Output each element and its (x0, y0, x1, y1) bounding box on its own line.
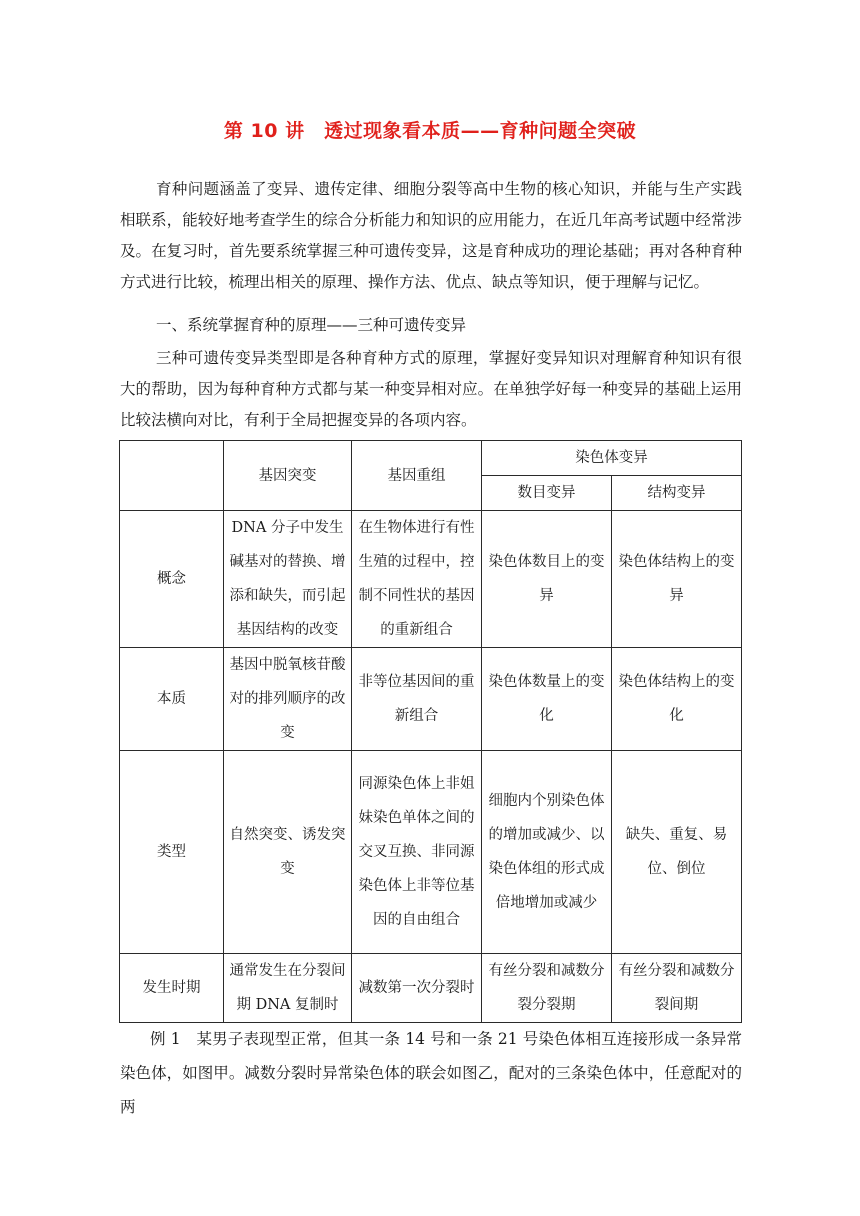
row-label: 类型 (120, 751, 224, 954)
lesson-title: 第 10 讲 透过现象看本质——育种问题全突破 (223, 120, 637, 142)
variation-comparison-table (119, 440, 742, 1023)
table-cell: 染色体数量上的变化 (482, 648, 612, 751)
section-paragraph: 三种可遗传变异类型即是各种育种方式的原理，掌握好变异知识对理解育种知识有很大的帮助，因为每种育种方式都与某一种变异相对应。在单独学好每一种变异的基础上运用比较法横向对比，有利于全局把握变异的各项内容。 (120, 349, 742, 429)
table-cell: 自然突变、诱发突变 (224, 751, 352, 954)
header-structure-variation: 结构变异 (612, 476, 742, 511)
table-cell: 基因中脱氧核苷酸对的排列顺序的改变 (224, 648, 352, 751)
table-row (120, 648, 742, 751)
table-cell: 染色体结构上的变异 (612, 511, 742, 648)
row-label: 发生时期 (120, 954, 224, 1023)
table-cell: 染色体数目上的变异 (482, 511, 612, 648)
table-cell: 有丝分裂和减数分裂分裂期 (482, 954, 612, 1023)
header-gene-recombination: 基因重组 (352, 441, 482, 511)
table-cell: 有丝分裂和减数分裂间期 (612, 954, 742, 1023)
table-cell: 在生物体进行有性生殖的过程中，控制不同性状的基因的重新组合 (352, 511, 482, 648)
header-gene-mutation: 基因突变 (224, 441, 352, 511)
header-blank-cell (120, 441, 224, 511)
table-row (120, 511, 742, 648)
table-cell: 非等位基因间的重新组合 (352, 648, 482, 751)
table-cell: DNA 分子中发生碱基对的替换、增添和缺失，而引起基因结构的改变 (224, 511, 352, 648)
table-cell: 染色体结构上的变化 (612, 648, 742, 751)
row-label: 概念 (120, 511, 224, 648)
table-cell: 减数第一次分裂时 (352, 954, 482, 1023)
example-paragraph: 例 1 某男子表现型正常，但其一条 14 号和一条 21 号染色体相互连接形成一条异常染色体，如图甲。减数分裂时异常染色体的联会如图乙，配对的三条染色体中，任意配对的两 (120, 1030, 742, 1116)
header-number-variation: 数目变异 (482, 476, 612, 511)
table-row (120, 751, 742, 954)
table-cell: 同源染色体上非姐妹染色单体之间的交叉互换、非同源染色体上非等位基因的自由组合 (352, 751, 482, 954)
section-heading: 一、系统掌握育种的原理——三种可遗传变异 (156, 316, 467, 334)
table-header-row (120, 441, 742, 476)
row-label: 本质 (120, 648, 224, 751)
table-cell: 通常发生在分裂间期 DNA 复制时 (224, 954, 352, 1023)
table-row (120, 954, 742, 1023)
table-cell: 缺失、重复、易位、倒位 (612, 751, 742, 954)
header-chromosome-variation: 染色体变异 (482, 441, 742, 476)
intro-paragraph: 育种问题涵盖了变异、遗传定律、细胞分裂等高中生物的核心知识，并能与生产实践相联系，能较好地考查学生的综合分析能力和知识的应用能力，在近几年高考试题中经常涉及。在复习时，首先要系统掌握三种可遗传变异，这是育种成功的理论基础；再对各种育种方式进行比较，梳理出相关的原理、操作方法、优点、缺点等知识，便于理解与记忆。 (120, 180, 742, 291)
table-cell: 细胞内个别染色体的增加或减少、以染色体组的形式成倍地增加或减少 (482, 751, 612, 954)
